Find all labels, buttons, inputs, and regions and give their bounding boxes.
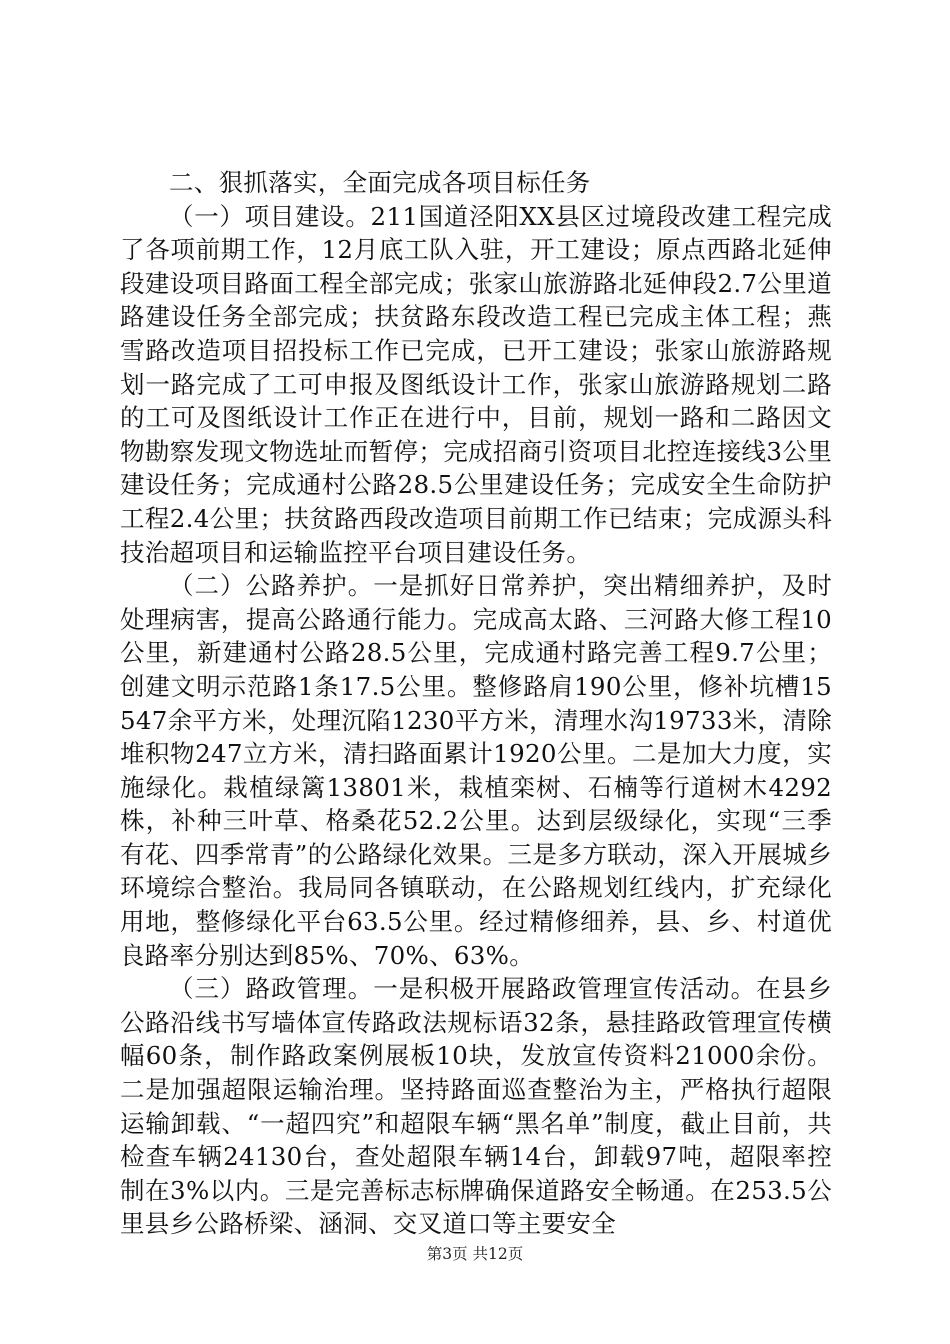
paragraph-road-maintenance: （二）公路养护。一是抓好日常养护，突出精细养护，及时处理病害，提高公路通行能力。完成高太路、三河路大修工程10公里，新建通村公路28.5公里，完成通村路完善工程9.7公里；创建文明示范路1条17.5公里。整修路肩190公里，修补坑槽15547余平方米，处理沉陷1230平方米，清理水沟19733米，清除堆积物247立方米，清扫路面累计1920公里。二是加大力度，实施绿化。栽植绿篱13801米，栽植栾树、石楠等行道树木4292株，补种三叶草、格桑花52.2公里。达到层级绿化，实现“三季有花、四季常青”的公路绿化效果。三是多方联动，深入开展城乡环境综合整治。我局同各镇联动，在公路规划红线内，扩充绿化用地，整修绿化平台63.5公里。经过精修细养，县、乡、村道优良路率分别达到85%、70%、63%。 <box>120 571 832 970</box>
page-number-footer: 第3页 共12页 <box>426 1245 524 1263</box>
section-heading: 二、狠抓落实，全面完成各项目标任务 <box>169 168 591 197</box>
paragraph-road-administration: （三）路政管理。一是积极开展路政管理宣传活动。在县乡公路沿线书写墙体宣传路政法规标语32条，悬挂路政管理宣传横幅60条，制作路政案例展板10块，发放宣传资料21000余份。二是加强超限运输治理。坚持路面巡查整治为主，严格执行超限运输卸载、“一超四究”和超限车辆“黑名单”制度，截止目前，共检查车辆24130台，查处超限车辆14台，卸载97吨，超限率控制在3%以内。三是完善标志标牌确保道路安全畅通。在253.5公里县乡公路桥梁、涵洞、交叉道口等主要安全 <box>120 974 832 1239</box>
paragraph-project-construction: （一）项目建设。211国道泾阳XX县区过境段改建工程完成了各项前期工作，12月底工队入驻，开工建设；原点西路北延伸段建设项目路面工程全部完成；张家山旅游路北延伸段2.7公里道路建设任务全部完成；扶贫路东段改造工程已完成主体工程；燕雪路改造项目招投标工作已完成，已开工建设；张家山旅游路规划一路完成了工可申报及图纸设计工作，张家山旅游路规划二路的工可及图纸设计工作正在进行中，目前，规划一路和二路因文物勘察发现文物选址而暂停；完成招商引资项目北控连接线3公里建设任务；完成通村公路28.5公里建设任务；完成安全生命防护工程2.4公里；扶贫路西段改造项目前期工作已结束；完成源头科技治超项目和运输监控平台项目建设任务。 <box>120 201 832 567</box>
document-body <box>120 166 832 1241</box>
